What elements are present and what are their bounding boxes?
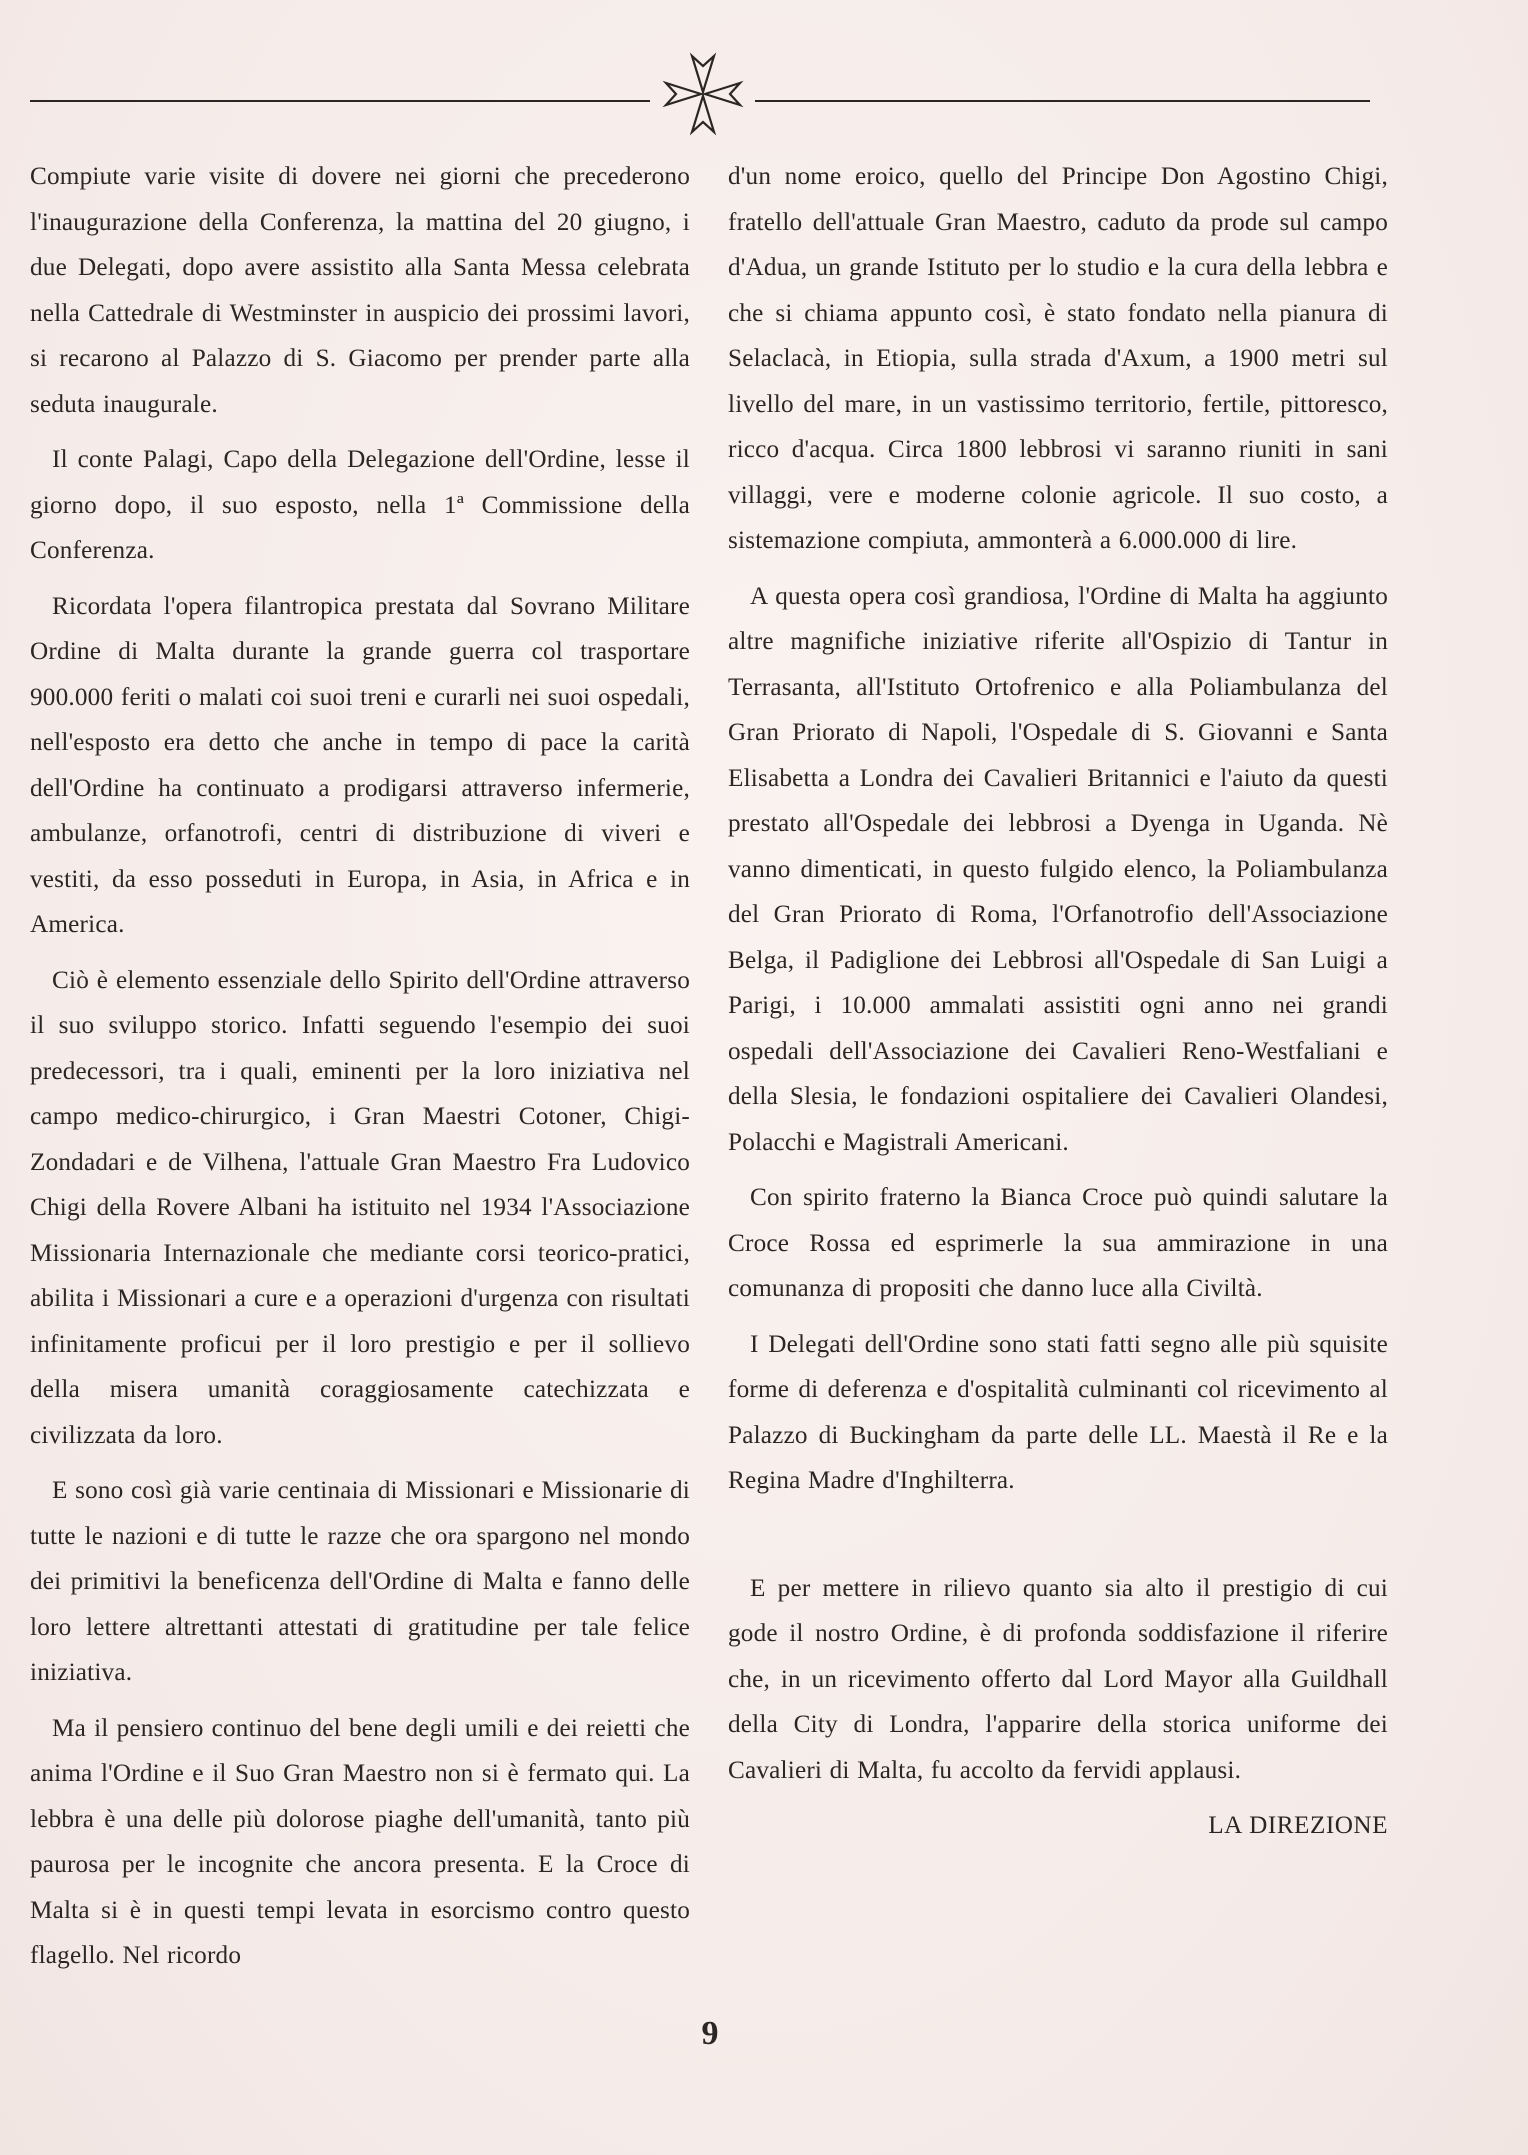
left-paragraph-2: Il conte Palagi, Capo della Delegazione dell'Ordine, lesse il giorno dopo, il suo esposto, nella 1ª Commissione della Conferenza. (30, 446, 690, 564)
left-paragraph-4: Ciò è elemento essenziale dello Spirito dell'Ordine attraverso il suo sviluppo storico. Infatti seguendo l'esempio dei suoi predecessori, tra i quali, eminenti per la loro iniziativa nel campo medico-chirurgico, i Gran Maestri Cotoner, Chigi-Zondadari e de Vilhena, l'attuale Gran Maestro Fra Ludovico Chigi della Rovere Albani ha istituito nel 1934 l'Associazione Missionaria Internazionale che mediante corsi teorico-pratici, abilita i Missionari a cure e a operazioni d'urgenza con risultati infinitamente proficui per il loro prestigio e per il sollievo della misera umanità coraggiosamente catechizzata e civilizzata da loro. (30, 966, 690, 1449)
header-rule-right (755, 100, 1370, 102)
left-column (30, 154, 690, 1989)
right-paragraph-5: E per mettere in rilievo quanto sia alto il prestigio di cui gode il nostro Ordine, è di profonda soddisfazione il riferire che, in un ricevimento offerto dal Lord Mayor alla Guildhall della City di Londra, l'apparire della storica uniforme dei Cavalieri di Malta, fu accolto da fervidi applausi. (728, 1574, 1388, 1784)
page-number: 9 (701, 2015, 719, 2052)
left-paragraph-1: Compiute varie visite di dovere nei giorni che precederono l'inaugurazione della Conferenza, la mattina del 20 giugno, i due Delegati, dopo avere assistito alla Santa Messa celebrata nella Cattedrale di Westminster in auspicio dei prossimi lavori, si recarono al Palazzo di S. Giacomo per prender parte alla seduta inaugurale. (30, 163, 690, 418)
header-rule-left (30, 100, 650, 102)
left-paragraph-3: Ricordata l'opera filantropica prestata dal Sovrano Militare Ordine di Malta durante la grande guerra col trasportare 900.000 feriti o malati coi suoi treni e curarli nei suoi ospedali, nell'esposto era detto che anche in tempo di pace la carità dell'Ordine ha continuato a prodigarsi attraverso infermerie, ambulanze, orfanotrofi, centri di distribuzione di viveri e vestiti, da esso posseduti in Europa, in Asia, in Africa e in America. (30, 592, 690, 938)
left-paragraph-5: E sono così già varie centinaia di Missionari e Missionarie di tutte le nazioni e di tutte le razze che ora spargono nel mondo dei primitivi la beneficenza dell'Ordine di Malta e fanno delle loro lettere altrettanti attestati di gratitudine per tale felice iniziativa. (30, 1477, 690, 1686)
maltese-cross-icon (652, 44, 754, 144)
right-paragraph-3: Con spirito fraterno la Bianca Croce può quindi salutare la Croce Rossa ed esprimerle la sua ammirazione in una comunanza di propositi che danno luce alla Civiltà. (728, 1184, 1388, 1302)
right-paragraph-1: d'un nome eroico, quello del Principe Don Agostino Chigi, fratello dell'attuale Gran Maestro, caduto da prode sul campo d'Adua, un grande Istituto per lo studio e la cura della lebbra e che si chiama appunto così, è stato fondato nella pianura di Selaclacà, in Etiopia, sulla strada d'Axum, a 1900 metri sul livello del mare, in un vastissimo territorio, fertile, pittoresco, ricco d'acqua. Circa 1800 lebbrosi vi saranno riuniti in sani villaggi, vere e moderne colonie agricole. Il suo costo, a sistemazione compiuta, ammonterà a 6.000.000 di lire. (728, 163, 1388, 554)
signature: LA DIREZIONE (1208, 1812, 1388, 1839)
left-paragraph-6: Ma il pensiero continuo del bene degli umili e dei reietti che anima l'Ordine e il Suo Gran Maestro non si è fermato qui. La lebbra è una delle più dolorose piaghe dell'umanità, tanto più paurosa per le incognite che ancora presenta. E la Croce di Malta si è in questi tempi levata in esorcismo contro questo flagello. Nel ricordo (30, 1714, 690, 1969)
right-paragraph-2: A questa opera così grandiosa, l'Ordine di Malta ha aggiunto altre magnifiche iniziative riferite all'Ospizio di Tantur in Terrasanta, all'Istituto Ortofrenico e alla Poliambulanza del Gran Priorato di Napoli, l'Ospedale di S. Giovanni e Santa Elisabetta a Londra dei Cavalieri Britannici e l'aiuto da questi prestato all'Ospedale dei lebbrosi a Dyenga in Uganda. Nè vanno dimenticati, in questo fulgido elenco, la Poliambulanza del Gran Priorato di Roma, l'Orfanotrofio dell'Associazione Belga, il Padiglione dei Lebbrosi all'Ospedale di San Luigi a Parigi, i 10.000 ammalati assistiti ogni anno nei grandi ospedali dell'Associazione dei Cavalieri Reno-Westfaliani e della Slesia, le fondazioni ospitaliere dei Cavalieri Olandesi, Polacchi e Magistrali Americani. (728, 582, 1388, 1156)
right-paragraph-4: I Delegati dell'Ordine sono stati fatti segno alle più squisite forme di deferenza e d'ospitalità culminanti col ricevimento al Palazzo di Buckingham da parte delle LL. Maestà il Re e la Regina Madre d'Inghilterra. (728, 1330, 1388, 1494)
paragraph-gap (728, 1514, 1388, 1566)
right-column (728, 154, 1388, 1859)
